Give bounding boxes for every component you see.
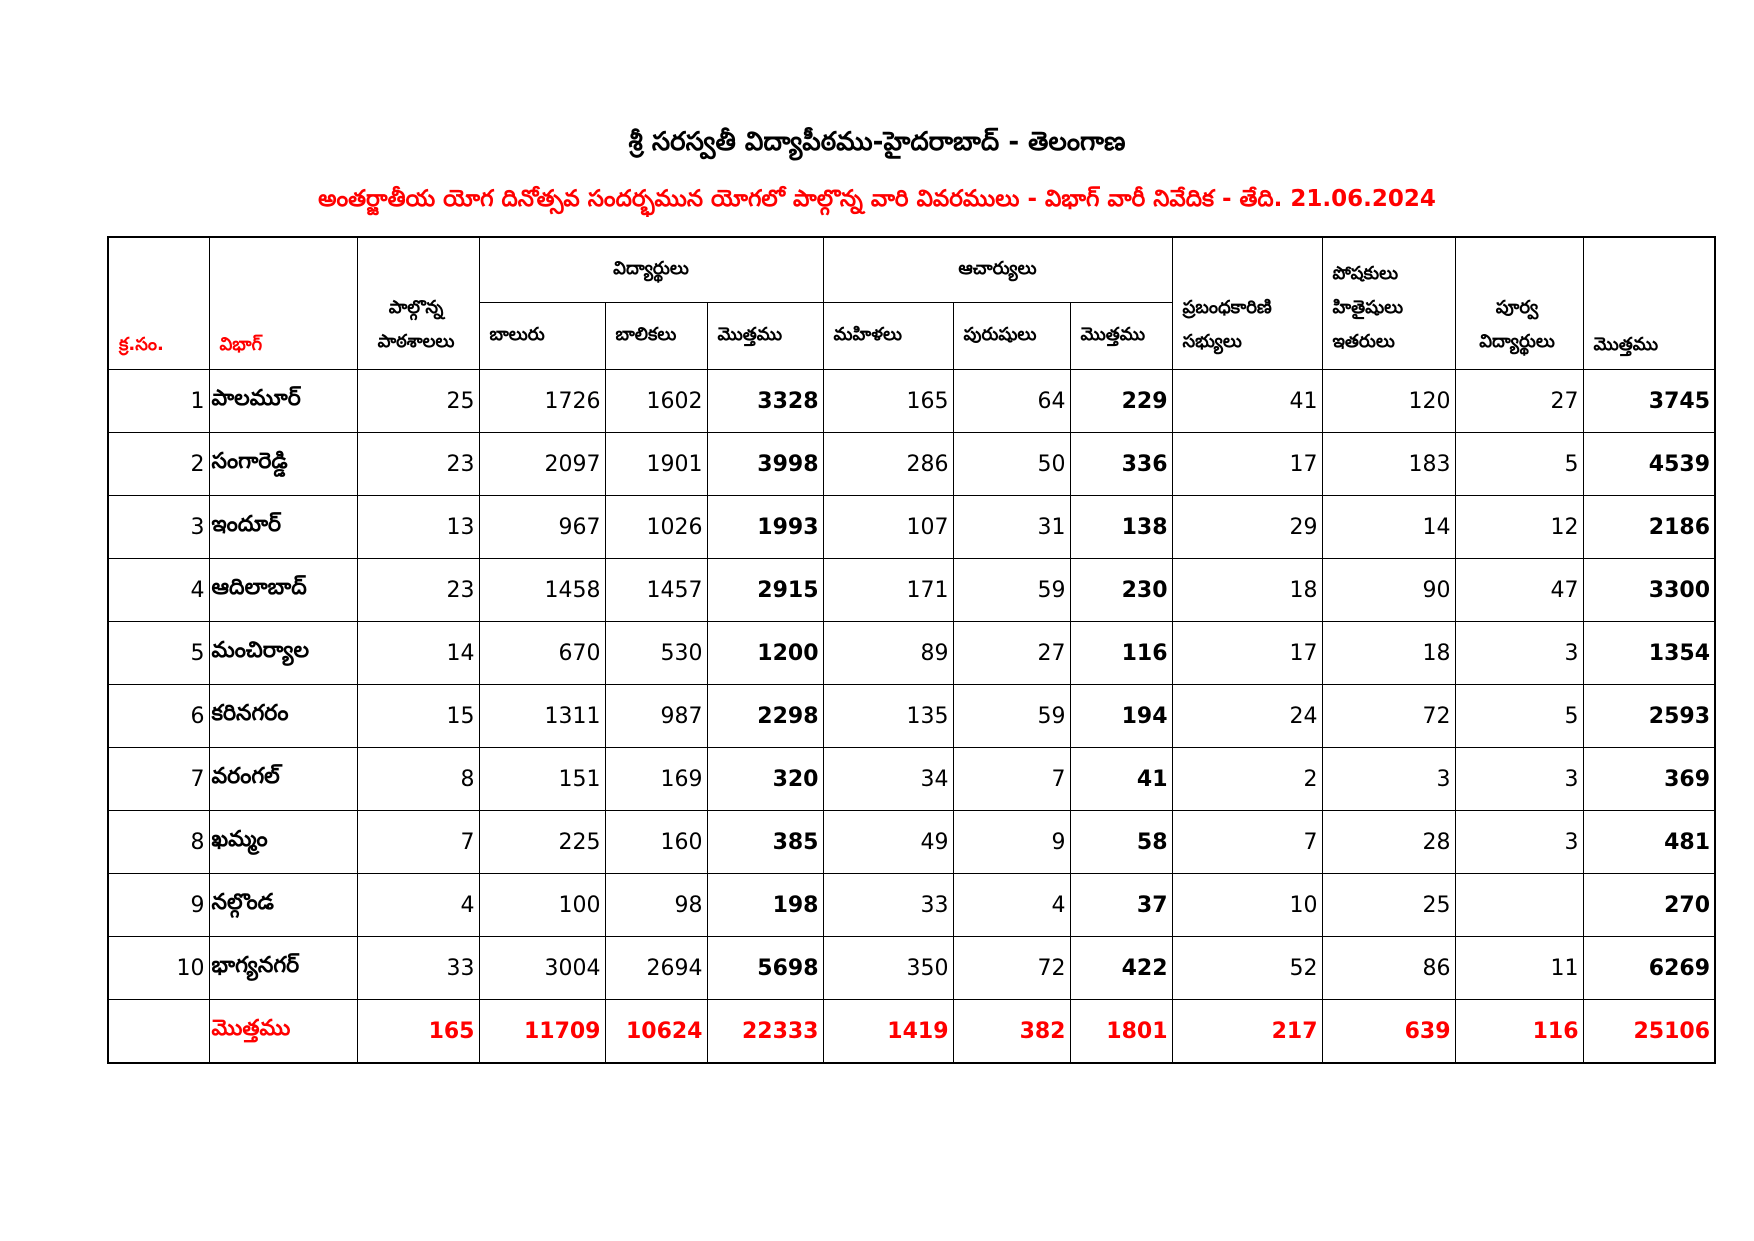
cell-district: ఆదిలాబాద్ [209,559,357,622]
cell-students-total: 1200 [707,622,823,685]
header-teachers-group: ఆచార్యులు [823,237,1172,303]
cell-others: 120 [1322,370,1455,433]
cell-girls: 2694 [605,937,707,1000]
cell-row-total: 4539 [1583,433,1715,496]
cell-row-total: 3300 [1583,559,1715,622]
cell-schools: 8 [357,748,479,811]
cell-schools: 25 [357,370,479,433]
total-committee: 217 [1172,1000,1322,1064]
cell-students-total: 3998 [707,433,823,496]
cell-sno: 10 [108,937,209,1000]
header-men: పురుషులు [953,303,1070,370]
cell-students-total: 2915 [707,559,823,622]
header-others: పోషకులు హితైషులు ఇతరులు [1322,237,1455,370]
cell-committee: 17 [1172,622,1322,685]
cell-schools: 23 [357,559,479,622]
cell-teachers-total: 422 [1070,937,1172,1000]
cell-women: 107 [823,496,953,559]
cell-district: వరంగల్ [209,748,357,811]
cell-students-total: 385 [707,811,823,874]
cell-women: 286 [823,433,953,496]
cell-women: 350 [823,937,953,1000]
total-others: 639 [1322,1000,1455,1064]
cell-district: సంగారెడ్డి [209,433,357,496]
total-schools: 165 [357,1000,479,1064]
header-students-total: మొత్తము [707,303,823,370]
table-row [108,496,1715,559]
cell-girls: 1026 [605,496,707,559]
cell-row-total: 1354 [1583,622,1715,685]
cell-women: 33 [823,874,953,937]
cell-boys: 967 [479,496,605,559]
cell-teachers-total: 229 [1070,370,1172,433]
header-women: మహిళలు [823,303,953,370]
total-boys: 11709 [479,1000,605,1064]
total-teachers: 1801 [1070,1000,1172,1064]
cell-men: 7 [953,748,1070,811]
cell-men: 4 [953,874,1070,937]
cell-district: భాగ్యనగర్ [209,937,357,1000]
table-row [108,559,1715,622]
cell-sno [108,1000,209,1064]
cell-students-total: 198 [707,874,823,937]
cell-teachers-total: 37 [1070,874,1172,937]
cell-boys: 225 [479,811,605,874]
cell-committee: 52 [1172,937,1322,1000]
cell-district: పాలమూర్ [209,370,357,433]
cell-schools: 13 [357,496,479,559]
cell-sno: 1 [108,370,209,433]
total-students: 22333 [707,1000,823,1064]
cell-men: 72 [953,937,1070,1000]
cell-students-total: 2298 [707,685,823,748]
table-row [108,370,1715,433]
cell-students-total: 5698 [707,937,823,1000]
header-alumni: పూర్వ విద్యార్థులు [1455,237,1583,370]
cell-district: ఖమ్మం [209,811,357,874]
cell-students-total: 3328 [707,370,823,433]
cell-girls: 98 [605,874,707,937]
report-table [107,236,1716,1064]
cell-alumni: 5 [1455,685,1583,748]
header-schools: పాల్గొన్న పాఠశాలలు [357,237,479,370]
header-grand-total: మొత్తము [1583,237,1715,370]
cell-girls: 1901 [605,433,707,496]
cell-boys: 3004 [479,937,605,1000]
cell-boys: 151 [479,748,605,811]
table-row [108,685,1715,748]
cell-sno: 9 [108,874,209,937]
cell-others: 28 [1322,811,1455,874]
cell-men: 59 [953,685,1070,748]
total-men: 382 [953,1000,1070,1064]
page-title: శ్రీ సరస్వతీ విద్యాపీఠము-హైదరాబాద్ - తెలంగాణ [628,127,1126,157]
cell-schools: 33 [357,937,479,1000]
cell-teachers-total: 138 [1070,496,1172,559]
cell-district: మంచిర్యాల [209,622,357,685]
totals-label: మొత్తము [209,1000,357,1064]
cell-women: 135 [823,685,953,748]
cell-men: 50 [953,433,1070,496]
page-subtitle: అంతర్జాతీయ యోగ దినోత్సవ సందర్భమున యోగలో పాల్గొన్న వారి వివరములు - విభాగ్ వారీ నివేదిక - తేది. 21.06.2024 [318,186,1436,212]
cell-district: నల్గొండ [209,874,357,937]
cell-alumni: 47 [1455,559,1583,622]
cell-row-total: 3745 [1583,370,1715,433]
cell-others: 18 [1322,622,1455,685]
header-vibhag: విభాగ్ [209,237,357,370]
cell-girls: 169 [605,748,707,811]
cell-women: 89 [823,622,953,685]
cell-committee: 18 [1172,559,1322,622]
header-students-group: విద్యార్థులు [479,237,823,303]
cell-teachers-total: 116 [1070,622,1172,685]
cell-district: కరినగరం [209,685,357,748]
cell-boys: 2097 [479,433,605,496]
cell-sno: 2 [108,433,209,496]
cell-alumni: 11 [1455,937,1583,1000]
cell-committee: 7 [1172,811,1322,874]
header-girls: బాలికలు [605,303,707,370]
cell-row-total: 270 [1583,874,1715,937]
cell-teachers-total: 336 [1070,433,1172,496]
cell-alumni: 5 [1455,433,1583,496]
cell-sno: 8 [108,811,209,874]
table-row [108,748,1715,811]
cell-men: 27 [953,622,1070,685]
cell-row-total: 2186 [1583,496,1715,559]
cell-others: 25 [1322,874,1455,937]
cell-boys: 1311 [479,685,605,748]
cell-alumni [1455,874,1583,937]
cell-row-total: 481 [1583,811,1715,874]
cell-boys: 670 [479,622,605,685]
cell-boys: 1458 [479,559,605,622]
cell-women: 165 [823,370,953,433]
cell-boys: 1726 [479,370,605,433]
cell-teachers-total: 230 [1070,559,1172,622]
cell-row-total: 6269 [1583,937,1715,1000]
cell-girls: 530 [605,622,707,685]
table-row [108,433,1715,496]
cell-boys: 100 [479,874,605,937]
cell-committee: 17 [1172,433,1322,496]
cell-men: 31 [953,496,1070,559]
cell-women: 49 [823,811,953,874]
total-grand: 25106 [1583,1000,1715,1064]
cell-committee: 29 [1172,496,1322,559]
cell-alumni: 3 [1455,622,1583,685]
cell-alumni: 3 [1455,748,1583,811]
total-girls: 10624 [605,1000,707,1064]
cell-women: 171 [823,559,953,622]
totals-row [108,1000,1715,1064]
cell-women: 34 [823,748,953,811]
cell-row-total: 369 [1583,748,1715,811]
cell-district: ఇందూర్ [209,496,357,559]
cell-sno: 4 [108,559,209,622]
header-sno: క్ర.సం. [108,237,209,370]
cell-sno: 6 [108,685,209,748]
cell-schools: 23 [357,433,479,496]
header-teachers-total: మొత్తము [1070,303,1172,370]
table-row [108,811,1715,874]
cell-men: 64 [953,370,1070,433]
cell-girls: 160 [605,811,707,874]
cell-alumni: 12 [1455,496,1583,559]
table-row [108,937,1715,1000]
table-row [108,622,1715,685]
total-alumni: 116 [1455,1000,1583,1064]
cell-alumni: 3 [1455,811,1583,874]
cell-men: 59 [953,559,1070,622]
header-boys: బాలురు [479,303,605,370]
cell-students-total: 320 [707,748,823,811]
cell-others: 3 [1322,748,1455,811]
cell-committee: 24 [1172,685,1322,748]
cell-girls: 1457 [605,559,707,622]
cell-others: 183 [1322,433,1455,496]
cell-schools: 4 [357,874,479,937]
cell-others: 86 [1322,937,1455,1000]
cell-others: 14 [1322,496,1455,559]
cell-row-total: 2593 [1583,685,1715,748]
table-header [108,237,1715,370]
cell-men: 9 [953,811,1070,874]
cell-girls: 987 [605,685,707,748]
cell-teachers-total: 41 [1070,748,1172,811]
header-committee: ప్రబంధకారిణి సభ్యులు [1172,237,1322,370]
cell-others: 72 [1322,685,1455,748]
cell-teachers-total: 58 [1070,811,1172,874]
total-women: 1419 [823,1000,953,1064]
cell-sno: 5 [108,622,209,685]
cell-schools: 7 [357,811,479,874]
cell-sno: 3 [108,496,209,559]
cell-teachers-total: 194 [1070,685,1172,748]
cell-girls: 1602 [605,370,707,433]
cell-committee: 41 [1172,370,1322,433]
cell-sno: 7 [108,748,209,811]
cell-schools: 14 [357,622,479,685]
cell-schools: 15 [357,685,479,748]
cell-alumni: 27 [1455,370,1583,433]
cell-committee: 2 [1172,748,1322,811]
table-body [108,370,1715,1064]
cell-others: 90 [1322,559,1455,622]
cell-committee: 10 [1172,874,1322,937]
cell-students-total: 1993 [707,496,823,559]
table-row [108,874,1715,937]
